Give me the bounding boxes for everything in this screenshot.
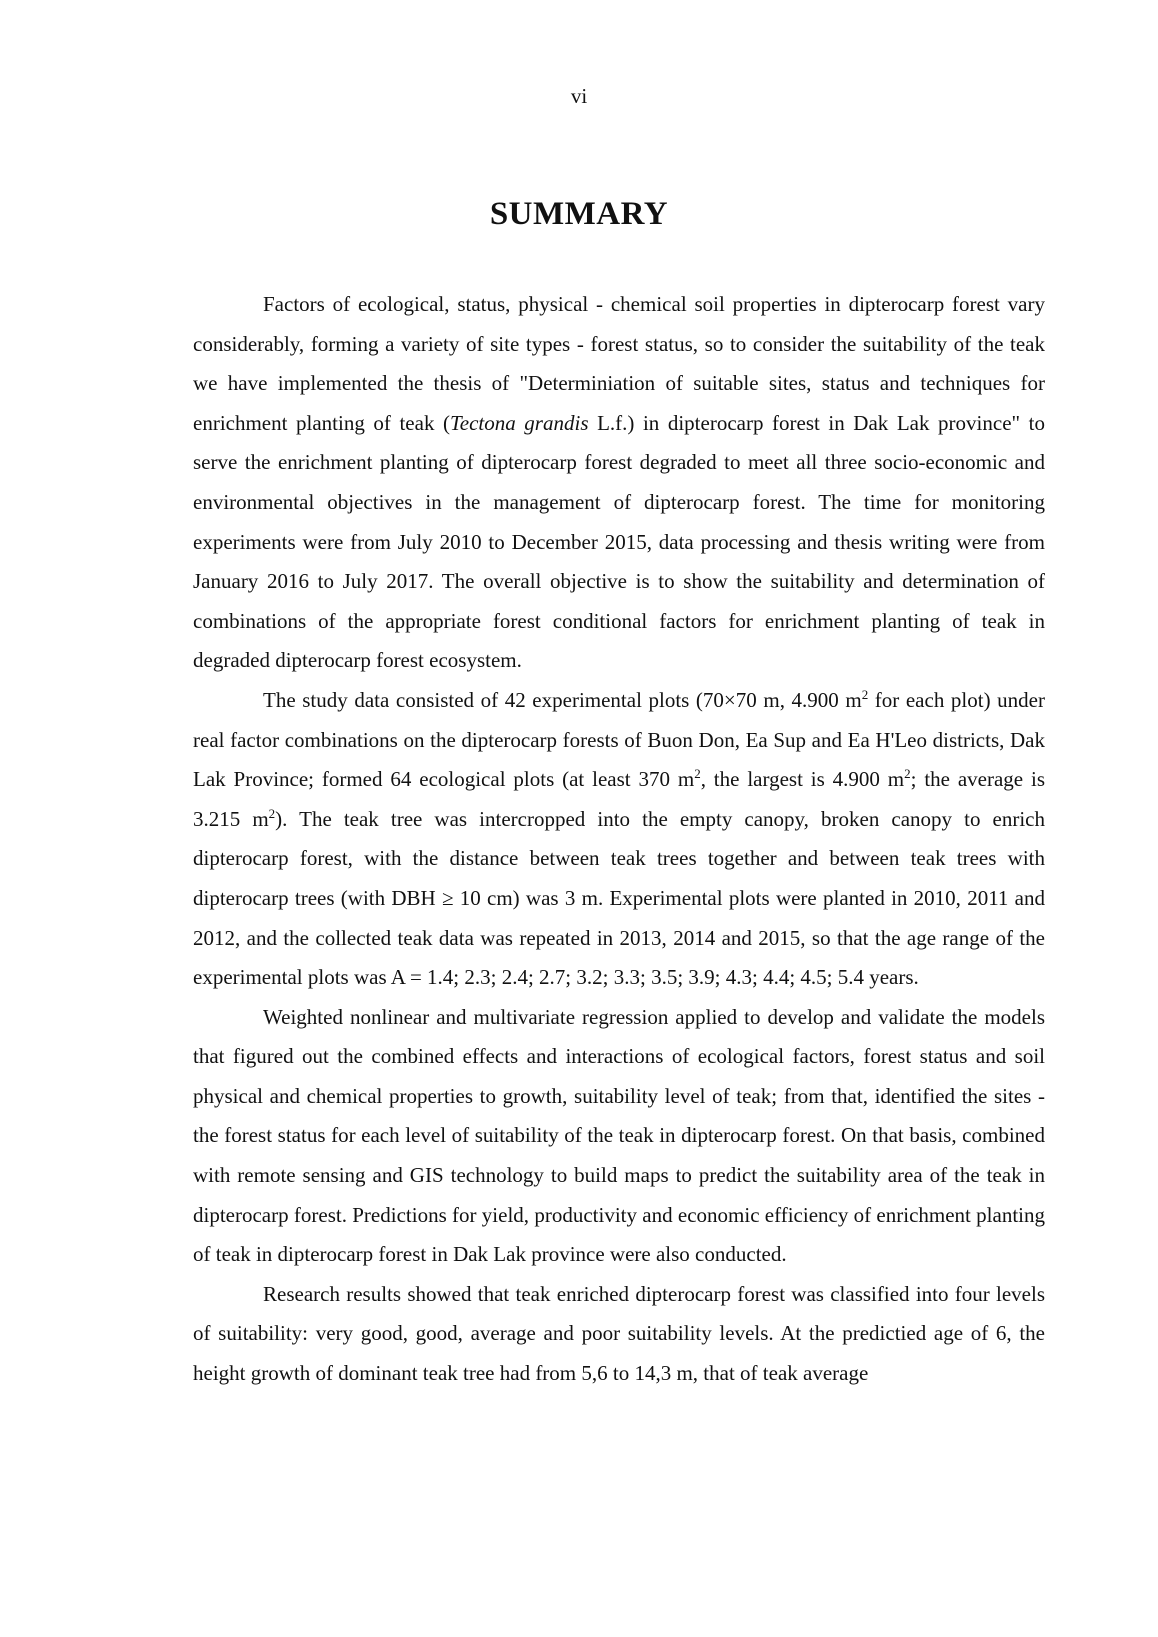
text-run: Research results showed that teak enriched dipterocarp forest was classified into four levels of suitability: very good, good, average and poor suitability levels. At the predictied age of 6, the height growth of dominant teak tree had from 5,6 to 14,3 m, that of teak average [193,1281,1045,1386]
paragraph [193,285,1045,681]
text-run: Factors of ecological, status, physical - chemical soil properties in dipterocarp forest vary considerably, forming a variety of site types - forest status, so to consider the suitability of the teak we have implemented the thesis of "Determiniation of suitable sites, status and techniques for enrichment planting of teak ( [193,292,1045,435]
text-run: The study data consisted of 42 experimental plots (70×70 m, 4.900 m [263,687,862,712]
page-title: SUMMARY [489,196,669,232]
text-run: , the largest is 4.900 m [700,767,905,792]
italic-text: Tectona grandis [450,410,589,435]
summary-body [193,285,1045,1394]
superscript: 2 [268,805,276,821]
paragraph [193,998,1045,1275]
paragraph [193,1275,1045,1394]
text-run: ). The teak tree was intercropped into the empty canopy, broken canopy to enrich dipterocarp forest, with the distance between teak trees together and between teak trees with dipterocarp trees (with DBH ≥ 10 cm) was 3 m. Experimental plots were planted in 2010, 2011 and 2012, and the collected teak data was repeated in 2013, 2014 and 2015, so that the age range of the experimental plots was A = 1.4; 2.3; 2.4; 2.7; 3.2; 3.3; 3.5; 3.9; 4.3; 4.4; 4.5; 5.4 years. [193,806,1045,990]
text-run: L.f.) in dipterocarp forest in Dak Lak province" to serve the enrichment planting of dipterocarp forest degraded to meet all three socio-economic and environmental objectives in the management of dipterocarp forest. The time for monitoring experiments were from July 2010 to December 2015, data processing and thesis writing were from January 2016 to July 2017. The overall objective is to show the suitability and determination of combinations of the appropriate forest conditional factors for enrichment planting of teak in degraded dipterocarp forest ecosystem. [193,410,1045,673]
superscript: 2 [694,766,701,782]
superscript: 2 [904,766,911,782]
superscript: 2 [861,686,869,702]
paragraph [193,681,1045,998]
text-run: Weighted nonlinear and multivariate regression applied to develop and validate the models that figured out the combined effects and interactions of ecological factors, forest status and soil physical and chemical properties to growth, suitability level of teak; from that, identified the sites - the forest status for each level of suitability of the teak in dipterocarp forest. On that basis, combined with remote sensing and GIS technology to build maps to predict the suitability area of the teak in dipterocarp forest. Predictions for yield, productivity and economic efficiency of enrichment planting of teak in dipterocarp forest in Dak Lak province were also conducted. [193,1004,1045,1267]
text-run: for each plot) under real factor combinations on the dipterocarp forests of Buon Don, Ea Sup and Ea H'Leo districts, Dak Lak Province; formed 64 ecological plots (at least 370 m [193,687,1045,792]
text-run: ; the average is 3.215 m [193,767,1046,831]
page-number: vi [570,84,588,108]
